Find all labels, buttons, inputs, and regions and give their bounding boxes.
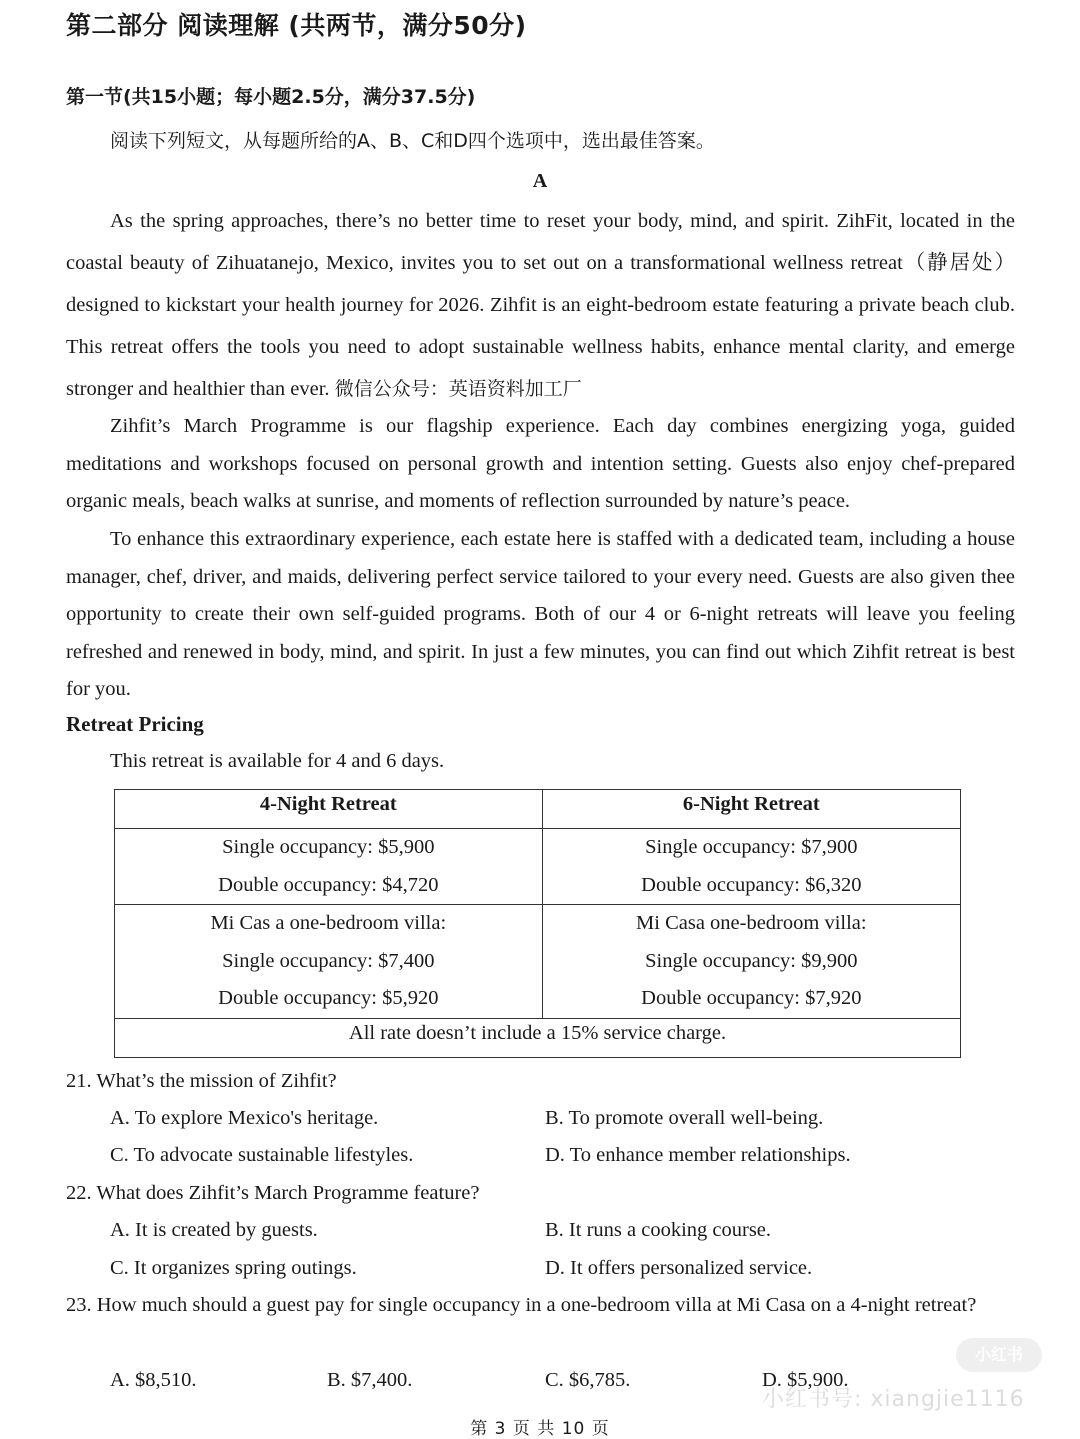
- pricing-header-row: [115, 790, 961, 829]
- pricing-row-villa: [115, 905, 961, 1019]
- cell-4-night-standard: [115, 829, 543, 905]
- section-title: 第一节(共15小题；每小题2.5分，满分37.5分): [66, 86, 476, 108]
- header-4-night: 4-Night Retreat: [115, 790, 543, 829]
- q23-option-d[interactable]: D. $5,900.: [762, 1369, 849, 1391]
- question-23-stem: 23. How much should a guest pay for single occupancy in a one-bedroom villa at Mi Casa on a 4-night retreat?: [66, 1294, 977, 1316]
- instructions: 阅读下列短文，从每题所给的A、B、C和D四个选项中，选出最佳答案。: [110, 130, 715, 152]
- question-22-stem: 22. What does Zihfit’s March Programme feature?: [66, 1182, 480, 1204]
- q23-option-a[interactable]: A. $8,510.: [110, 1369, 197, 1391]
- watermark-text: 小红书号: xiangjie1116: [762, 1387, 1025, 1412]
- cell-line: Single occupancy: $7,400: [222, 949, 435, 972]
- q21-option-d[interactable]: D. To enhance member relationships.: [545, 1144, 851, 1166]
- passage-label: A: [532, 170, 548, 192]
- paragraph-1-cn-note: 微信公众号：英语资料加工厂: [334, 378, 582, 400]
- cell-line: Mi Cas a one-bedroom villa:: [210, 912, 447, 934]
- question-21-stem: 21. What’s the mission of Zihfit?: [66, 1070, 337, 1092]
- pricing-table: [114, 789, 961, 1058]
- header-6-night: 6-Night Retreat: [542, 790, 960, 829]
- q22-option-d[interactable]: D. It offers personalized service.: [545, 1257, 813, 1279]
- passage-paragraph-2: Zihfit’s March Programme is our flagship experience. Each day combines energizing yoga, guided meditations and workshops focused on personal growth and intention setting. Guests also enjoy chef-prepared organic meals, beach walks at sunrise, and moments of reflection surrounded by nature’s peace.: [66, 415, 1015, 512]
- page-number: 第 3 页 共 10 页: [470, 1419, 610, 1439]
- pricing-row-standard: [115, 829, 961, 905]
- q21-option-b[interactable]: B. To promote overall well-being.: [545, 1107, 824, 1129]
- q23-option-c[interactable]: C. $6,785.: [545, 1369, 631, 1391]
- passage-paragraph-3: To enhance this extraordinary experience, each estate here is staffed with a dedicated team, including a house manager, chef, driver, and maids, delivering perfect service tailored to your every need. Guests are also given thee opportunity to create their own self-guided programs. Both of our 4 or 6-night retreats will leave you feeling refreshed and renewed in body, mind, and spirit. In just a few minutes, you can find out which Zihfit retreat is best for you.: [66, 528, 1015, 700]
- cell-line: Double occupancy: $4,720: [218, 873, 439, 896]
- part-title: 第二部分 阅读理解 (共两节，满分50分): [66, 11, 527, 40]
- paragraph-1-text: As the spring approaches, there’s no better time to reset your body, mind, and spirit. ZihFit, located in the coastal beauty of Zihuatanejo, Mexico, invites you to set out on a transformational wellness retreat（静居处） designed to kickstart your health journey for 2026. Zihfit is an eight-bedroom estate featuring a private beach club. This retreat offers the tools you need to adopt sustainable wellness habits, enhance mental clarity, and emerge stronger and healthier than ever.: [66, 210, 1015, 400]
- watermark-badge: 小红书: [956, 1338, 1042, 1372]
- pricing-note: This retreat is available for 4 and 6 days.: [110, 750, 445, 772]
- cell-line: Single occupancy: $7,900: [645, 836, 858, 858]
- passage-paragraph-1: [66, 200, 1015, 410]
- q21-option-c[interactable]: C. To advocate sustainable lifestyles.: [110, 1144, 414, 1166]
- cell-line: Double occupancy: $7,920: [641, 987, 862, 1009]
- cell-6-night-villa: [542, 905, 960, 1019]
- cell-line: Double occupancy: $5,920: [218, 987, 439, 1009]
- cell-4-night-villa: [115, 905, 543, 1019]
- q23-option-b[interactable]: B. $7,400.: [327, 1369, 413, 1391]
- cell-line: Double occupancy: $6,320: [641, 873, 862, 896]
- cell-line: Single occupancy: $9,900: [645, 949, 858, 972]
- pricing-footnote: All rate doesn’t include a 15% service charge.: [115, 1018, 961, 1057]
- pricing-footnote-row: [115, 1018, 961, 1057]
- cell-6-night-standard: [542, 829, 960, 905]
- cell-line: Mi Casa one-bedroom villa:: [636, 912, 867, 934]
- q22-option-c[interactable]: C. It organizes spring outings.: [110, 1257, 357, 1279]
- q22-option-a[interactable]: A. It is created by guests.: [110, 1219, 318, 1241]
- q21-option-a[interactable]: A. To explore Mexico's heritage.: [110, 1107, 379, 1129]
- q22-option-b[interactable]: B. It runs a cooking course.: [545, 1219, 772, 1241]
- pricing-heading: Retreat Pricing: [66, 712, 204, 736]
- cell-line: Single occupancy: $5,900: [222, 836, 435, 858]
